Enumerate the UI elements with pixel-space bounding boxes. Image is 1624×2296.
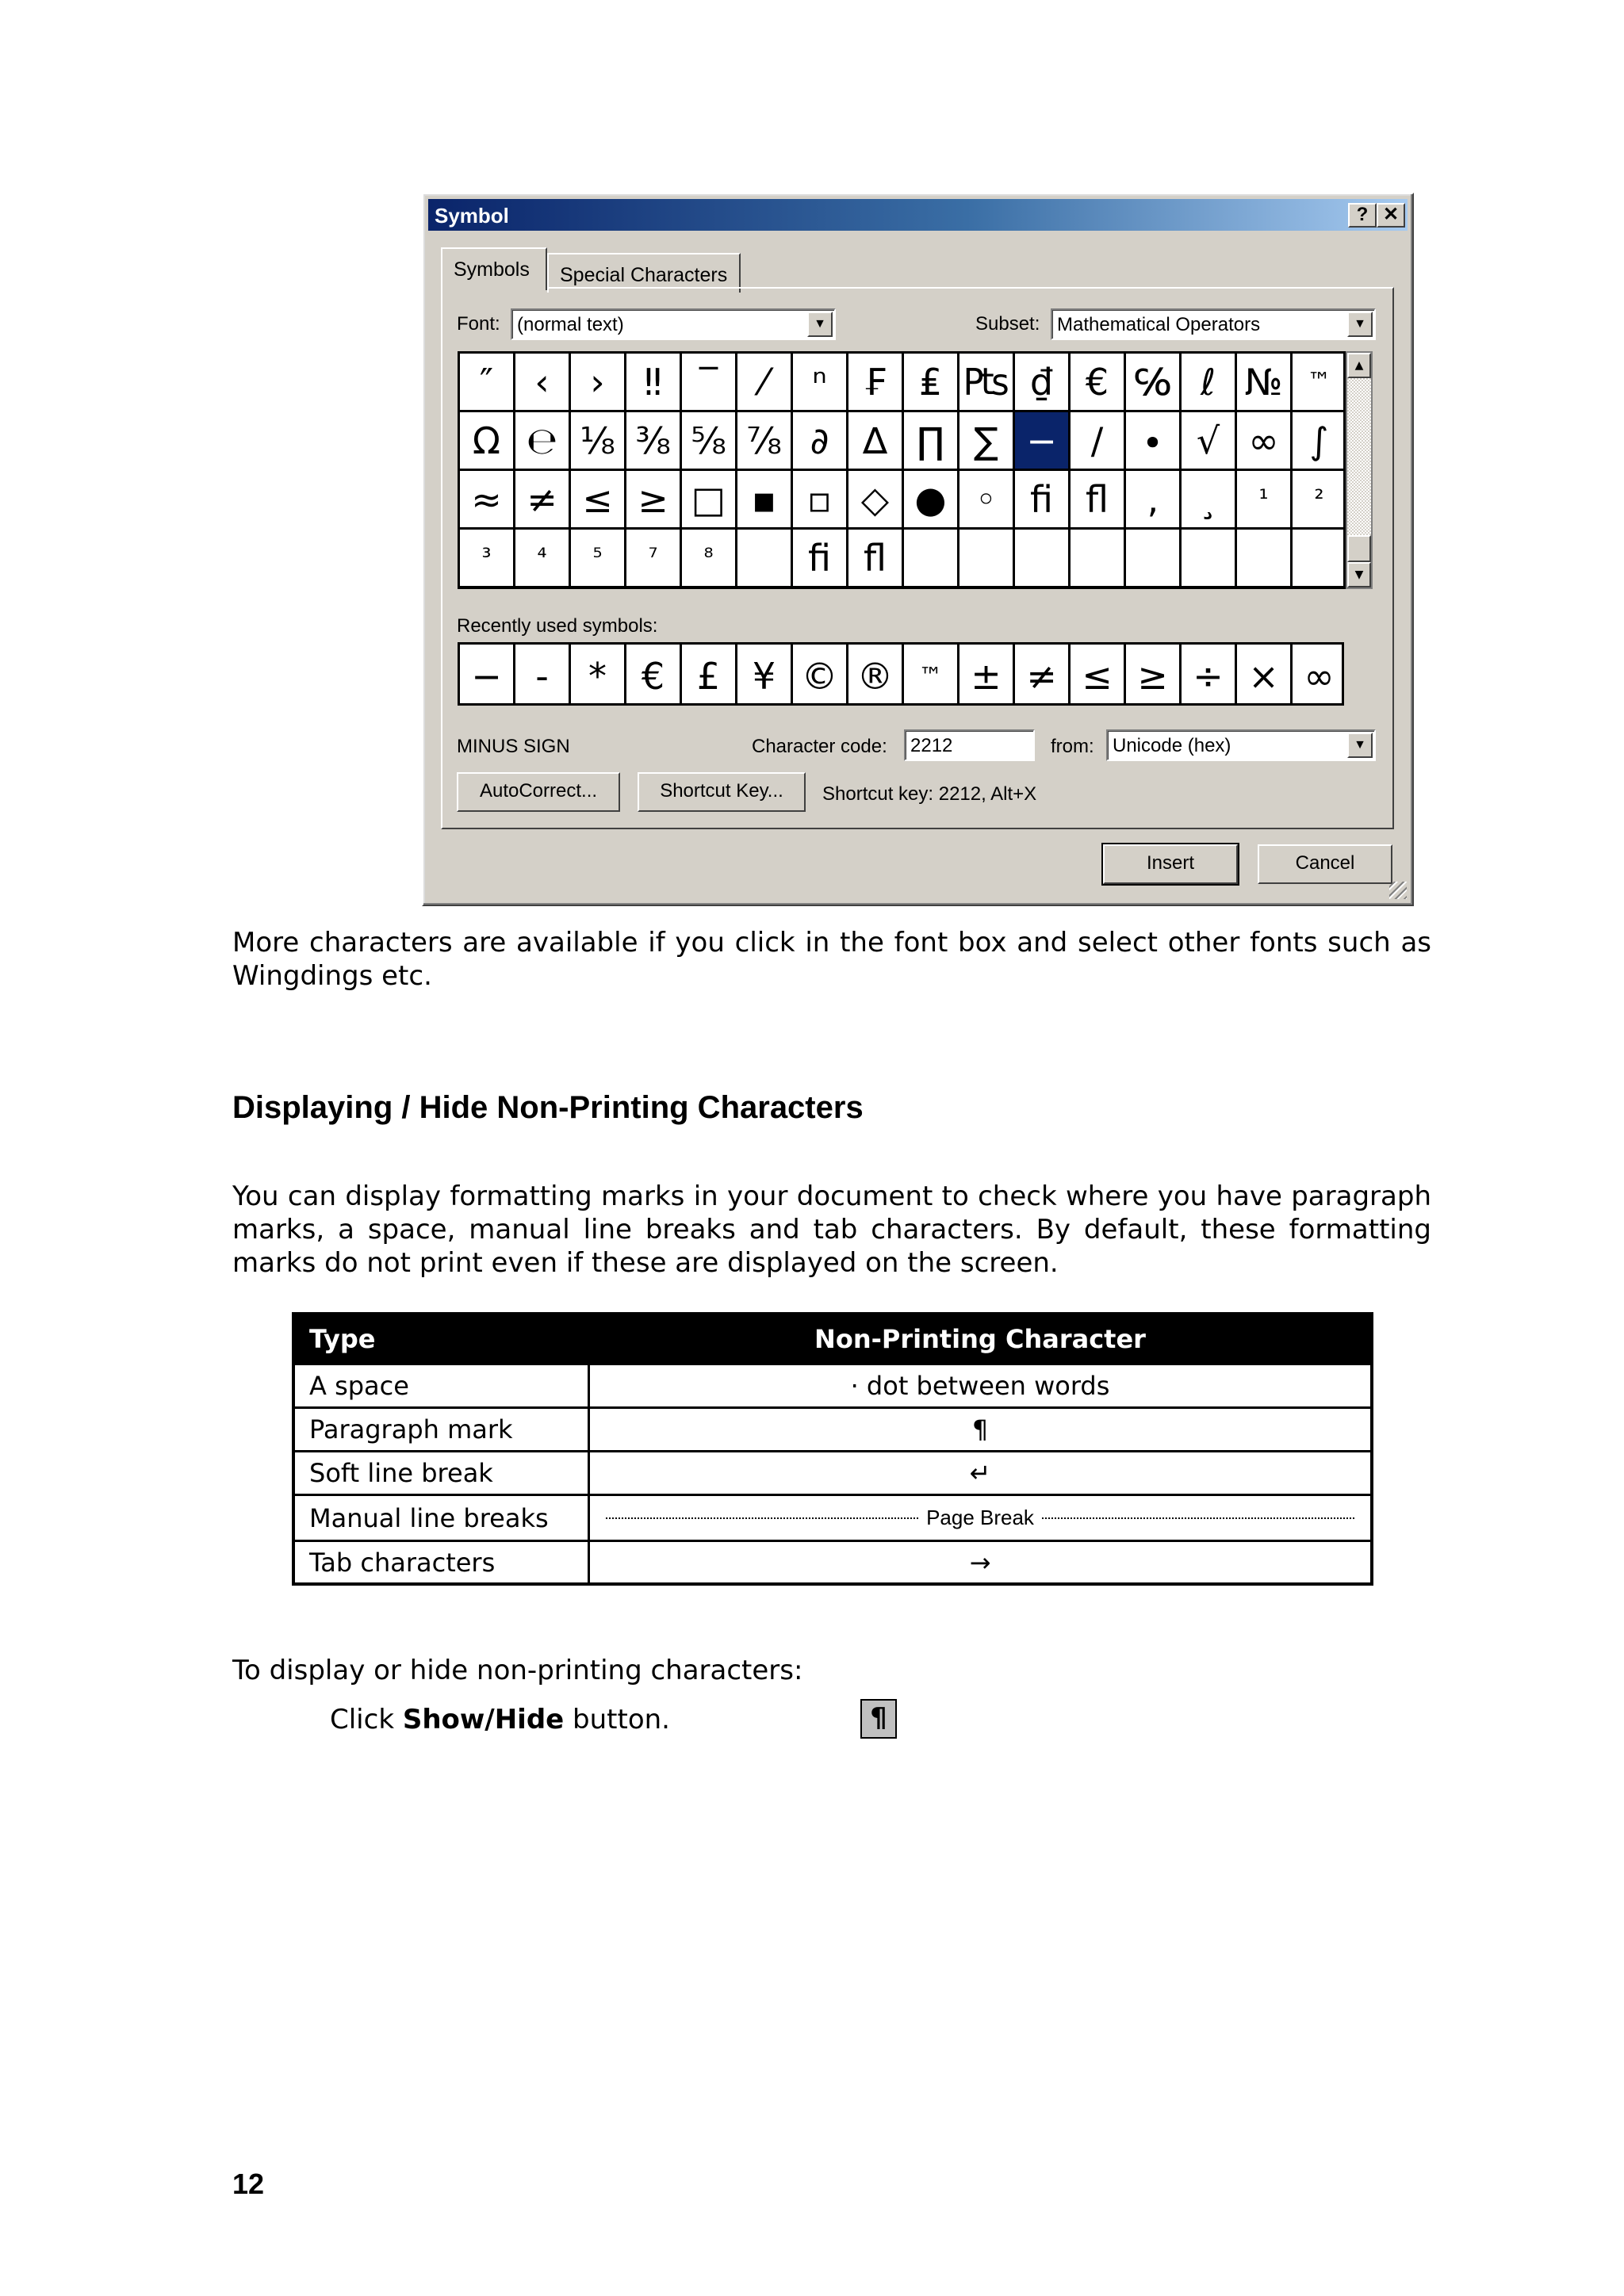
subset-label: Subset: <box>975 313 1040 335</box>
symbol-cell[interactable] <box>737 530 793 588</box>
recent-symbol-cell[interactable]: ® <box>848 645 904 706</box>
shortcut-key-text: Shortcut key: 2212, Alt+X <box>822 783 1037 805</box>
symbol-cell[interactable]: ⁄ <box>737 354 793 412</box>
non-printing-table <box>292 1312 1373 1586</box>
symbol-cell[interactable]: ‾ <box>682 354 737 412</box>
symbol-cell[interactable]: ₤ <box>904 354 959 412</box>
symbol-cell[interactable]: ∆ <box>848 412 904 471</box>
table-header-type: Type <box>309 1324 376 1354</box>
recent-symbol-cell[interactable]: ≤ <box>1071 645 1126 706</box>
symbol-cell[interactable]: ≤ <box>571 471 626 530</box>
symbol-cell[interactable]: ⅝ <box>682 412 737 471</box>
symbol-cell[interactable]: ∫ <box>1293 412 1346 471</box>
symbol-grid[interactable] <box>458 351 1346 589</box>
character-code-label: Character code: <box>752 736 887 757</box>
from-select-value: Unicode (hex) <box>1113 735 1231 756</box>
table-row <box>295 1406 1370 1450</box>
page-break-label: Page Break <box>926 1506 1034 1529</box>
symbol-cell[interactable]: ⅜ <box>626 412 682 471</box>
recent-symbol-cell[interactable]: € <box>626 645 682 706</box>
table-cell-type: Paragraph mark <box>295 1409 590 1450</box>
page-break-dots-right <box>1042 1517 1354 1519</box>
table-cell-type: A space <box>295 1365 590 1406</box>
symbol-cell[interactable]: Ω <box>460 412 515 471</box>
symbol-cell[interactable]: √ <box>1182 412 1237 471</box>
recent-symbol-cell[interactable]: * <box>571 645 626 706</box>
symbol-cell[interactable]: ∙ <box>1126 412 1182 471</box>
symbol-cell[interactable]: ⅞ <box>737 412 793 471</box>
character-name: MINUS SIGN <box>457 736 570 757</box>
symbol-cell[interactable] <box>1071 530 1126 588</box>
step-suffix: button. <box>564 1704 670 1735</box>
character-code-input[interactable] <box>904 729 1035 761</box>
table-cell-char <box>590 1496 1370 1540</box>
chevron-down-icon[interactable]: ▼ <box>1347 733 1373 758</box>
symbol-cell[interactable]: ₣ <box>848 354 904 412</box>
symbol-cell[interactable]: ™ <box>1293 354 1346 412</box>
section-heading: Displaying / Hide Non-Printing Characters <box>232 1090 864 1125</box>
symbol-cell[interactable]: ¸ <box>1182 471 1237 530</box>
recent-symbol-cell[interactable]: × <box>1237 645 1293 706</box>
recent-symbol-cell[interactable]: - <box>515 645 571 706</box>
symbol-cell[interactable]: ₧ <box>959 354 1015 412</box>
table-cell-char: ¶ <box>971 1414 989 1445</box>
recent-symbol-cell[interactable]: ™ <box>904 645 959 706</box>
shortcut-key-button[interactable]: Shortcut Key... <box>638 772 806 812</box>
symbol-cell[interactable]: ‚ <box>1126 471 1182 530</box>
subset-select-value: Mathematical Operators <box>1057 314 1261 335</box>
tab-special-characters-label: Special Characters <box>560 264 728 286</box>
cancel-button[interactable]: Cancel <box>1258 844 1392 884</box>
tab-symbols-label: Symbols <box>454 258 530 281</box>
symbol-cell[interactable]: ﬂ <box>1071 471 1126 530</box>
recent-symbols-grid[interactable] <box>458 642 1344 706</box>
paragraph-more-characters: More characters are available if you click in the font box and select other fonts such as Wingdings etc. <box>232 927 1431 992</box>
page-break-dots-left <box>606 1517 918 1519</box>
symbol-cell[interactable]: ⁸ <box>682 530 737 588</box>
symbol-cell[interactable]: ⁷ <box>626 530 682 588</box>
symbol-cell[interactable]: ¹ <box>1237 471 1293 530</box>
table-row <box>295 1494 1370 1540</box>
table-cell-char: ↵ <box>969 1458 991 1488</box>
symbol-cell[interactable]: ₫ <box>1015 354 1071 412</box>
recent-symbol-cell[interactable]: ∞ <box>1293 645 1344 706</box>
table-row <box>295 1450 1370 1494</box>
step-bold: Show/Hide <box>402 1704 565 1735</box>
table-cell-type: Manual line breaks <box>295 1496 590 1540</box>
symbol-cell[interactable]: ≈ <box>460 471 515 530</box>
symbol-cell[interactable]: ³ <box>460 530 515 588</box>
symbol-cell[interactable]: ▫ <box>793 471 848 530</box>
symbol-cell[interactable]: ∂ <box>793 412 848 471</box>
symbol-cell[interactable]: ﬁ <box>1015 471 1071 530</box>
font-label: Font: <box>457 313 500 335</box>
symbol-grid-scrollbar[interactable] <box>1346 351 1373 589</box>
symbol-cell[interactable]: ﬁ <box>793 530 848 588</box>
symbol-cell[interactable]: ″ <box>460 354 515 412</box>
symbol-cell[interactable]: ≥ <box>626 471 682 530</box>
symbol-cell[interactable]: ‼ <box>626 354 682 412</box>
symbol-cell[interactable] <box>959 530 1015 588</box>
step-prefix: Click <box>330 1704 403 1735</box>
chevron-down-icon[interactable]: ▼ <box>1347 312 1373 337</box>
table-cell-type: Tab characters <box>295 1542 590 1582</box>
symbol-cell[interactable]: ℓ <box>1182 354 1237 412</box>
character-code-value: 2212 <box>910 735 953 756</box>
title-bar[interactable] <box>428 199 1408 231</box>
recent-symbols-label: Recently used symbols: <box>457 615 658 637</box>
recent-symbol-cell[interactable]: ÷ <box>1182 645 1237 706</box>
symbol-cell[interactable] <box>1293 530 1346 588</box>
paragraph-formatting-marks: You can display formatting marks in your document to check where you have paragraph marks, a space, manual line breaks and tab characters. By default, these formatting marks do not print even if these are displayed on the screen. <box>232 1181 1431 1279</box>
symbol-cell[interactable]: ⁴ <box>515 530 571 588</box>
table-cell-type: Soft line break <box>295 1452 590 1494</box>
recent-symbol-cell[interactable]: ± <box>959 645 1015 706</box>
symbol-cell[interactable]: ◦ <box>959 471 1015 530</box>
symbol-cell[interactable]: ◇ <box>848 471 904 530</box>
symbol-cell[interactable]: ⁵ <box>571 530 626 588</box>
font-select[interactable] <box>511 308 836 340</box>
symbol-cell[interactable]: − <box>1015 412 1071 471</box>
dialog-title: Symbol <box>435 204 509 228</box>
instruction-text: To display or hide non-printing characters: <box>232 1655 803 1686</box>
table-header-row <box>295 1315 1370 1363</box>
symbol-cell[interactable]: € <box>1071 354 1126 412</box>
symbol-cell[interactable]: □ <box>682 471 737 530</box>
recent-symbol-cell[interactable]: ¥ <box>737 645 793 706</box>
symbol-cell[interactable]: ≠ <box>515 471 571 530</box>
symbol-cell[interactable] <box>1237 530 1293 588</box>
recent-symbol-cell[interactable]: ≠ <box>1015 645 1071 706</box>
recent-symbol-cell[interactable]: − <box>460 645 515 706</box>
symbol-cell[interactable]: ∕ <box>1071 412 1126 471</box>
symbol-cell[interactable]: ⅛ <box>571 412 626 471</box>
table-cell-char: → <box>969 1547 991 1578</box>
symbol-cell[interactable] <box>1182 530 1237 588</box>
symbol-cell[interactable]: ∞ <box>1237 412 1293 471</box>
from-select[interactable] <box>1106 729 1376 761</box>
table-header-character: Non-Printing Character <box>814 1324 1146 1354</box>
subset-select[interactable] <box>1051 308 1376 340</box>
scroll-thumb[interactable] <box>1347 535 1371 562</box>
symbol-cell[interactable]: ℅ <box>1126 354 1182 412</box>
show-hide-pilcrow-icon: ¶ <box>860 1699 897 1739</box>
symbol-cell[interactable]: ● <box>904 471 959 530</box>
symbol-cell[interactable]: ▪ <box>737 471 793 530</box>
autocorrect-button[interactable]: AutoCorrect... <box>457 772 620 812</box>
tab-symbols[interactable] <box>441 247 547 290</box>
step-text <box>330 1703 670 1736</box>
help-icon[interactable]: ? <box>1348 203 1377 228</box>
symbol-cell[interactable]: ﬂ <box>848 530 904 588</box>
symbol-cell[interactable]: ² <box>1293 471 1346 530</box>
symbol-cell[interactable]: ℮ <box>515 412 571 471</box>
symbol-cell[interactable] <box>904 530 959 588</box>
symbol-cell[interactable]: ‹ <box>515 354 571 412</box>
symbol-cell[interactable]: ∏ <box>904 412 959 471</box>
page-number: 12 <box>232 2168 265 2200</box>
symbol-cell[interactable] <box>1015 530 1071 588</box>
insert-button[interactable]: Insert <box>1103 844 1238 884</box>
table-cell-char: · dot between words <box>850 1371 1110 1401</box>
scroll-up-icon[interactable]: ▲ <box>1347 353 1371 378</box>
symbol-cell[interactable] <box>1126 530 1182 588</box>
symbol-cell[interactable]: ∑ <box>959 412 1015 471</box>
scroll-down-icon[interactable]: ▼ <box>1347 562 1371 587</box>
recent-symbol-cell[interactable]: © <box>793 645 848 706</box>
symbol-cell[interactable]: ⁿ <box>793 354 848 412</box>
table-row <box>295 1363 1370 1406</box>
recent-symbol-cell[interactable]: £ <box>682 645 737 706</box>
chevron-down-icon[interactable]: ▼ <box>807 312 833 337</box>
font-select-value: (normal text) <box>517 314 624 335</box>
resize-grip-icon[interactable] <box>1389 882 1407 899</box>
from-label: from: <box>1051 736 1094 757</box>
table-row <box>295 1540 1370 1582</box>
symbol-cell[interactable]: № <box>1237 354 1293 412</box>
close-icon[interactable]: ✕ <box>1377 203 1405 228</box>
symbol-cell[interactable]: › <box>571 354 626 412</box>
recent-symbol-cell[interactable]: ≥ <box>1126 645 1182 706</box>
